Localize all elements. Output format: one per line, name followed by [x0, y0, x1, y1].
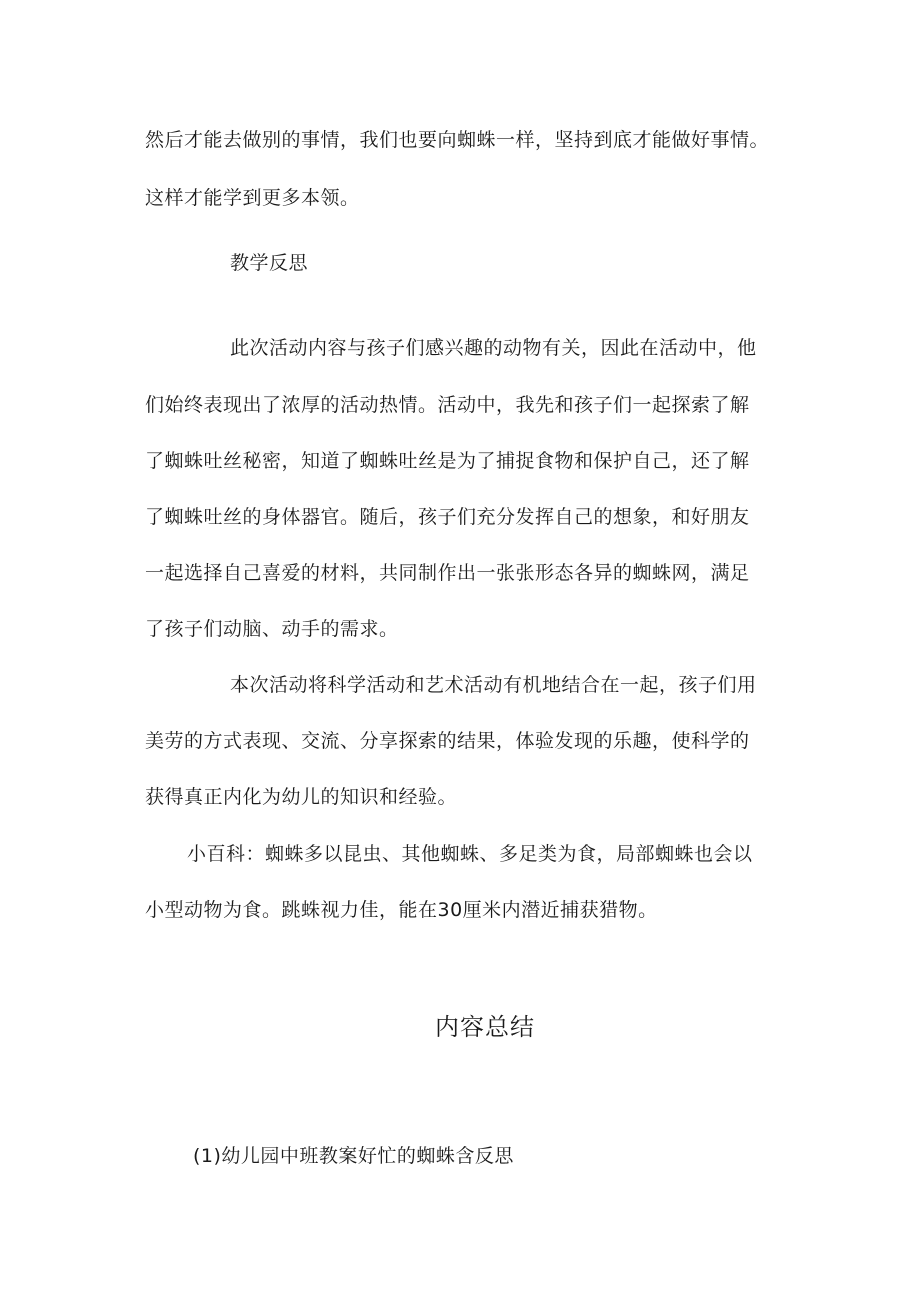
- intro-line-1: 然后才能去做别的事情，我们也要向蜘蛛一样，坚持到底才能做好事情。: [145, 129, 770, 151]
- reflection-title: 教学反思: [230, 252, 309, 274]
- reflection-p1-line-6: 了孩子们动脑、动手的需求。: [145, 618, 399, 640]
- reflection-p2-line-3: 获得真正内化为幼儿的知识和经验。: [145, 786, 458, 808]
- reflection-p1-line-3: 了蜘蛛吐丝秘密，知道了蜘蛛吐丝是为了捕捉食物和保护自己，还了解: [145, 450, 750, 472]
- reflection-p1-line-2: 们始终表现出了浓厚的活动热情。活动中，我先和孩子们一起探索了解: [145, 394, 750, 416]
- summary-item-1: (1)幼儿园中班教案好忙的蜘蛛含反思: [193, 1145, 514, 1167]
- encyclopedia-line-1: 小百科：蜘蛛多以昆虫、其他蜘蛛、多足类为食，局部蜘蛛也会以: [187, 843, 753, 865]
- reflection-p1-line-5: 一起选择自己喜爱的材料，共同制作出一张张形态各异的蜘蛛网，满足: [145, 562, 750, 584]
- summary-title: 内容总结: [435, 1013, 535, 1041]
- reflection-p2-line-1: 本次活动将科学活动和艺术活动有机地结合在一起，孩子们用: [230, 674, 757, 696]
- reflection-p2-line-2: 美劳的方式表现、交流、分享探索的结果，体验发现的乐趣，使科学的: [145, 730, 750, 752]
- reflection-p1-line-1: 此次活动内容与孩子们感兴趣的动物有关，因此在活动中，他: [230, 337, 757, 359]
- intro-line-2: 这样才能学到更多本领。: [145, 187, 360, 209]
- encyclopedia-line-2: 小型动物为食。跳蛛视力佳，能在30厘米内潜近捕获猎物。: [145, 899, 658, 921]
- reflection-p1-line-4: 了蜘蛛吐丝的身体器官。随后，孩子们充分发挥自己的想象，和好朋友: [145, 506, 750, 528]
